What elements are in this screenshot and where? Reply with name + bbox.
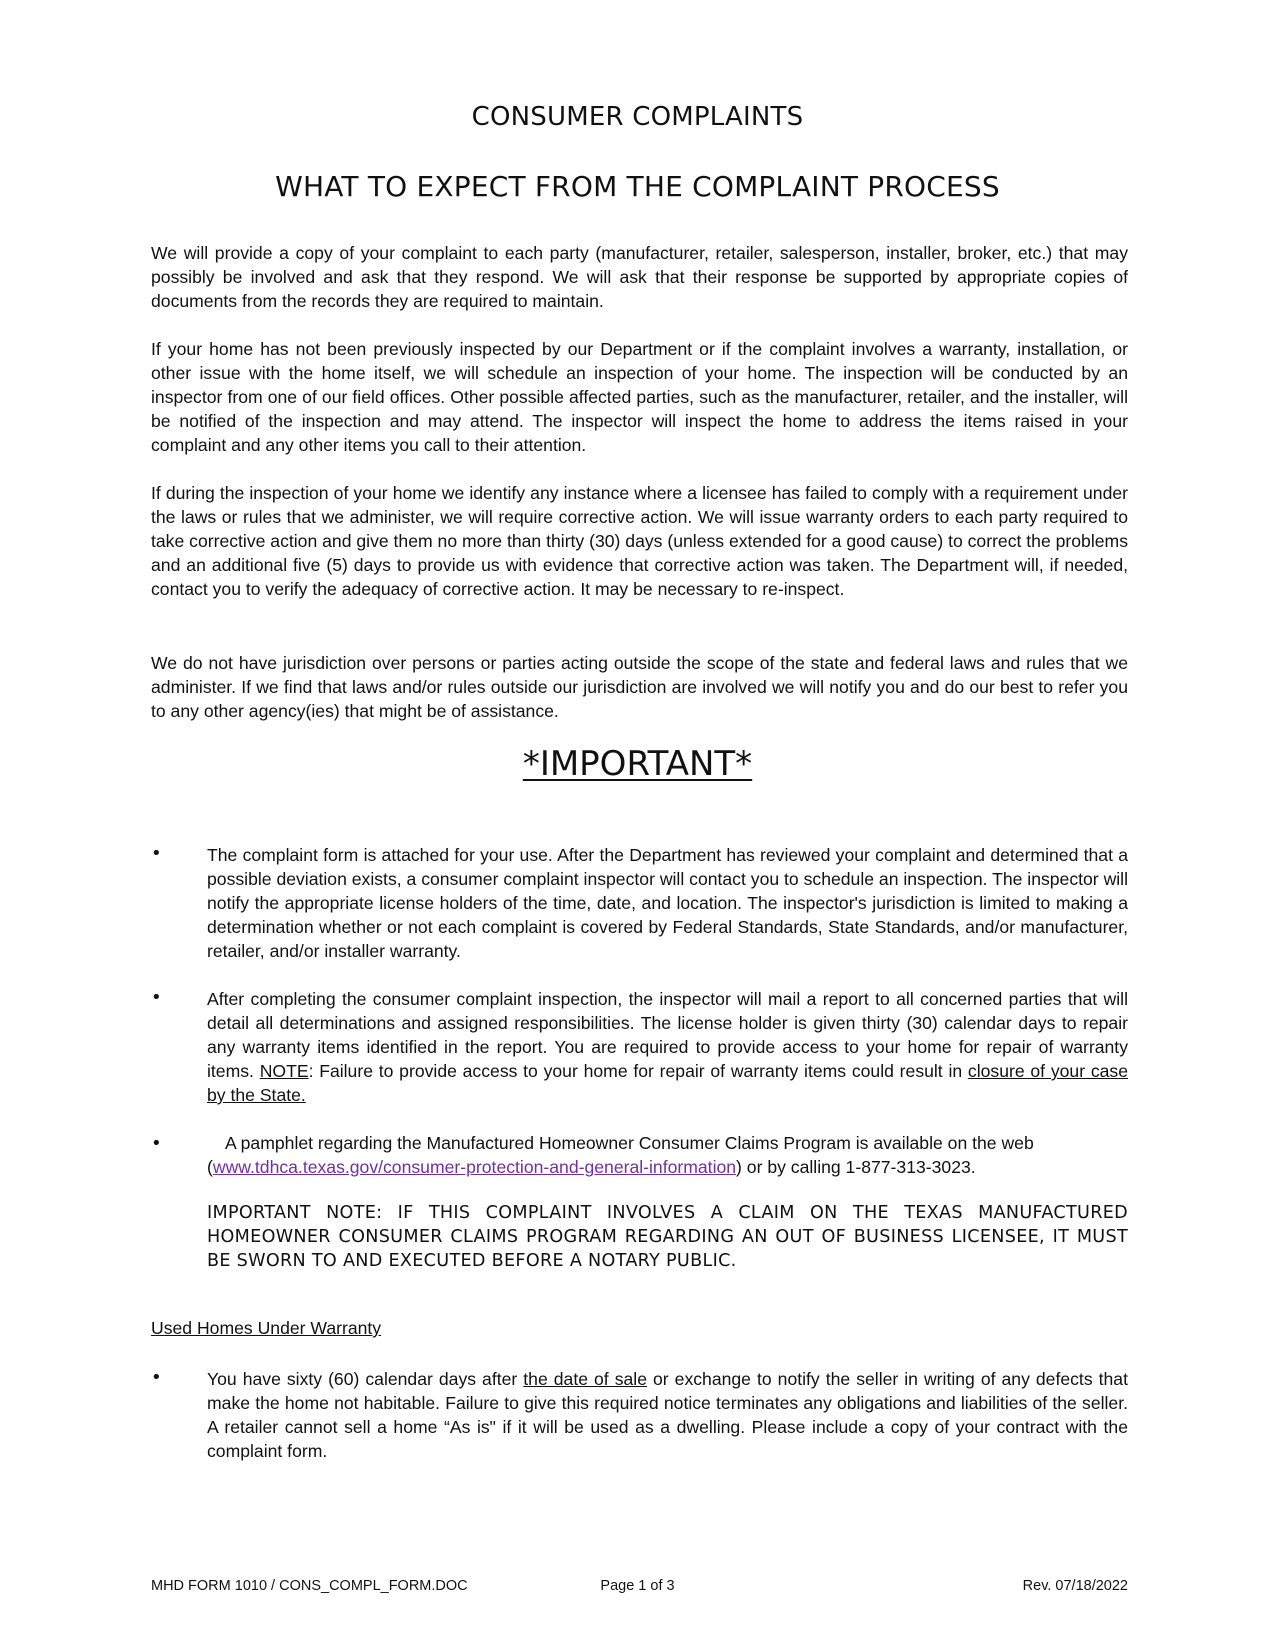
bullet-inspection-report <box>207 987 1128 1107</box>
bullet-icon: • <box>151 1133 162 1154</box>
footer-revision: Rev. 07/18/2022 <box>1022 1578 1128 1594</box>
tdhca-website-link[interactable]: www.tdhca.texas.gov/consumer-protection-and-general-information <box>212 1157 737 1177</box>
bullet-text: You have sixty (60) calendar days after <box>207 1369 524 1389</box>
bullet-text: After completing the consumer complaint inspection, the inspector will mail a report to all concerned parties that will detail all determinations and assigned responsibilities. The license holder is given thirty (30) calendar days to repair any warranty items identified in the report. You are required to provide access to your home for repair of warranty items. <box>207 989 1128 1081</box>
paragraph-copy-of-complaint: We will provide a copy of your complaint to each party (manufacturer, retailer, salesperson, installer, broker, etc.) that may possibly be involved and ask that they respond. We will ask that their response be supported by appropriate copies of documents from the records they are required to maintain. <box>151 243 1128 311</box>
bullet-text: ) or by calling 1-877-313-3023. <box>736 1157 976 1177</box>
important-note: IMPORTANT NOTE: IF THIS COMPLAINT INVOLVES A CLAIM ON THE TEXAS MANUFACTURED HOMEOWNER CONSUMER CLAIMS PROGRAM REGARDING AN OUT OF BUSINESS LICENSEE, IT MUST BE SWORN TO AND EXECUTED BEFORE A NOTARY PUBLIC. <box>207 1203 1128 1271</box>
bullet-pamphlet: A pamphlet regarding the Manufactured Homeowner Consumer Claims Program is available on the web <box>225 1133 1034 1153</box>
bullet-complaint-form: The complaint form is attached for your use. After the Department has reviewed your complaint and determined that a possible deviation exists, a consumer complaint inspector will contact you to schedule an inspection. The inspector will notify the appropriate license holders of the time, date, and location. The inspector's jurisdiction is limited to making a determination whether or not each complaint is covered by Federal Standards, State Standards, and/or manufacturer, retailer, and/or installer warranty. <box>207 845 1128 961</box>
used-homes-heading: Used Homes Under Warranty <box>151 1318 382 1338</box>
footer-page-number: Page 1 of 3 <box>600 1578 675 1594</box>
note-label: NOTE <box>259 1061 309 1081</box>
bullet-icon: • <box>151 987 162 1008</box>
paragraph-corrective-action: If during the inspection of your home we identify any instance where a licensee has failed to comply with a requirement under the laws or rules that we administer, we will require corrective action. We will issue warranty orders to each party required to take corrective action and give them no more than thirty (30) days (unless extended for a good cause) to correct the problems and an additional five (5) days to provide us with evidence that corrective action was taken. The Department will, if needed, contact you to verify the adequacy of corrective action. It may be necessary to re-inspect. <box>151 483 1128 599</box>
bullet-used-homes <box>207 1367 1128 1463</box>
bullet-icon: • <box>151 1367 162 1388</box>
bullet-text: ( <box>207 1157 213 1177</box>
bullet-text: : Failure to provide access to your home for repair of warranty items could result in <box>308 1061 968 1081</box>
important-heading <box>0 744 1275 784</box>
footer-form-id: MHD FORM 1010 / CONS_COMPL_FORM.DOC <box>151 1578 468 1594</box>
paragraph-inspection: If your home has not been previously inspected by our Department or if the complaint involves a warranty, installation, or other issue with the home itself, we will schedule an inspection of your home. The inspection will be conducted by an inspector from one of our field offices. Other possible affected parties, such as the manufacturer, retailer, and the installer, will be notified of the inspection and may attend. The inspector will inspect the home to address the items raised in your complaint and any other items you call to their attention. <box>151 339 1128 455</box>
document-subtitle: WHAT TO EXPECT FROM THE COMPLAINT PROCESS <box>275 170 1000 203</box>
bullet-icon: • <box>151 843 162 864</box>
bullet-pamphlet-link-line <box>207 1155 1128 1179</box>
closure-text: closure of your case by the State. <box>207 1061 1128 1105</box>
bullet-text: or exchange to notify the seller in writing of any defects that make the home not habitable. Failure to give this required notice terminates any obligations and liabilities of the seller. A retailer cannot sell a home “As is" if it will be used as a dwelling. Please include a copy of your contract with the complaint form. <box>207 1369 1128 1461</box>
document-title: CONSUMER COMPLAINTS <box>471 102 804 132</box>
important-heading-text: *IMPORTANT* <box>522 744 753 784</box>
date-of-sale-text: the date of sale <box>523 1369 647 1389</box>
paragraph-jurisdiction: We do not have jurisdiction over persons or parties acting outside the scope of the state and federal laws and rules that we administer. If we find that laws and/or rules outside our jurisdiction are involved we will notify you and do our best to refer you to any other agency(ies) that might be of assistance. <box>151 653 1128 721</box>
